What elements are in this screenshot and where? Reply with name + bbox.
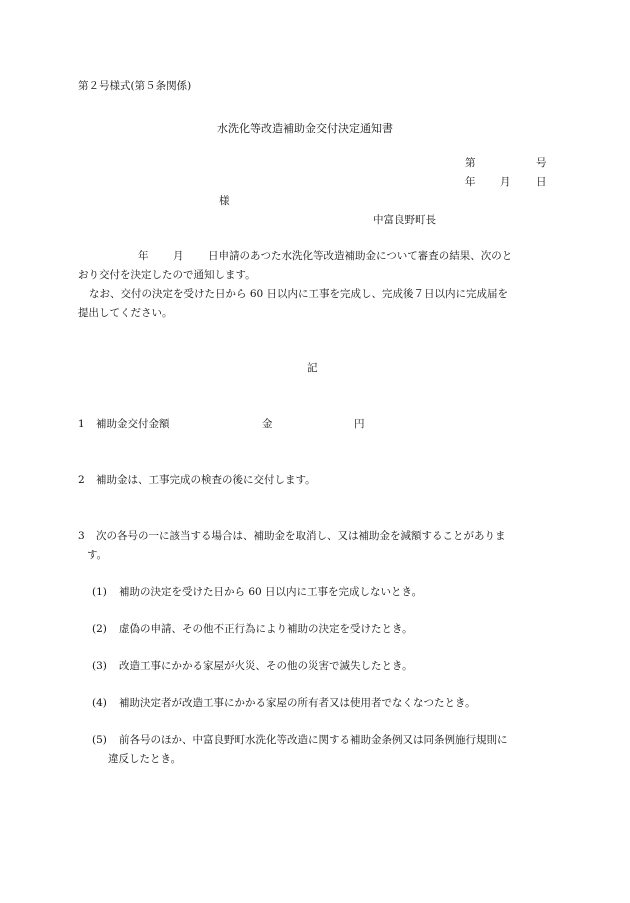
sub1-number: (1) xyxy=(92,586,107,598)
body-tsuki: 月 xyxy=(173,250,184,262)
date-nen: 年 xyxy=(465,176,476,188)
form-label: 第２号様式(第５条関係) xyxy=(78,80,192,92)
sub5-text-line2: 違反したとき。 xyxy=(108,753,182,765)
item3-text-line2: す。 xyxy=(87,549,108,561)
ref-dai: 第 xyxy=(465,157,476,169)
sub5-number: (5) xyxy=(92,734,107,746)
item1-en: 円 xyxy=(354,418,365,430)
sub4-number: (4) xyxy=(92,697,107,709)
item3-number: 3 xyxy=(78,530,85,542)
sub3-number: (3) xyxy=(92,660,107,672)
sub3-text: 改造工事にかかる家屋が火災、その他の災害で滅失したとき。 xyxy=(119,660,413,672)
sub2-text: 虚偽の申請、その他不正行為により補助の決定を受けたとき。 xyxy=(119,623,413,635)
body-line4: 提出してください。 xyxy=(78,307,173,319)
sub5-text-line1: 前各号のほか、中富良野町水洗化等改造に関する補助金条例又は同条例施行規則に xyxy=(119,734,508,746)
sub2-number: (2) xyxy=(92,623,107,635)
body-line3: なお、交付の決定を受けた日から 60 日以内に工事を完成し、完成後７日以内に完成届を xyxy=(89,288,509,300)
item1-kin: 金 xyxy=(262,418,273,430)
issuer: 中富良野町長 xyxy=(373,214,436,226)
addressee-suffix: 様 xyxy=(219,195,230,207)
body-line2: おり交付を決定したので通知します。 xyxy=(78,269,256,281)
document-title: 水洗化等改造補助金交付決定通知書 xyxy=(217,122,393,135)
item3-text-line1: 次の各号の一に該当する場合は、補助金を取消し、又は補助金を減額することがありま xyxy=(96,530,506,542)
ref-go: 号 xyxy=(536,157,547,169)
ki-heading: 記 xyxy=(307,362,318,374)
body-nen: 年 xyxy=(138,250,149,262)
item1-number: 1 xyxy=(78,418,85,430)
date-tsuki: 月 xyxy=(500,176,511,188)
date-hi: 日 xyxy=(536,176,547,188)
sub4-text: 補助決定者が改造工事にかかる家屋の所有者又は使用者でなくなつたとき。 xyxy=(119,697,476,709)
body-line1: 日申請のあつた水洗化等改造補助金について審査の結果、次のと xyxy=(208,250,513,262)
item2-text: 補助金は、工事完成の検査の後に交付します。 xyxy=(96,474,316,486)
sub1-text: 補助の決定を受けた日から 60 日以内に工事を完成しないとき。 xyxy=(119,586,423,598)
item1-label: 補助金交付金額 xyxy=(96,418,170,430)
item2-number: 2 xyxy=(78,474,85,486)
